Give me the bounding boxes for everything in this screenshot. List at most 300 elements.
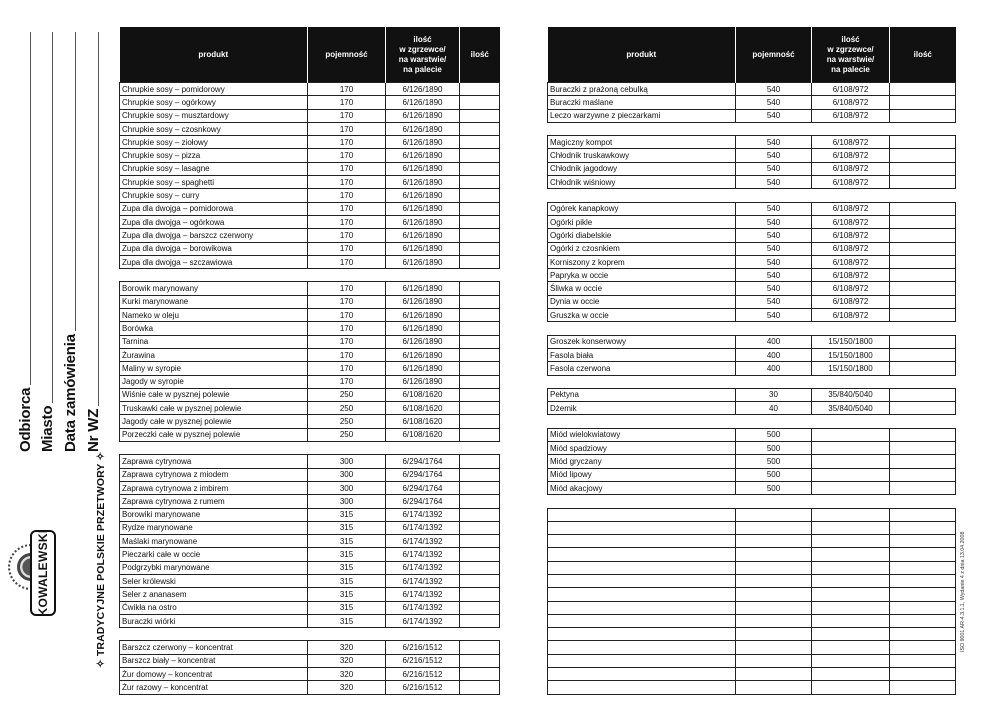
product-cell: Pektyna: [548, 388, 736, 401]
spacer-cell: [120, 442, 308, 455]
quantity-input-cell[interactable]: [460, 455, 500, 468]
quantity-input-cell[interactable]: [460, 295, 500, 308]
quantity-input-cell[interactable]: [460, 309, 500, 322]
product-cell: [548, 628, 736, 641]
table-row: [120, 189, 500, 202]
product-cell: Fasola biała: [548, 348, 736, 361]
capacity-cell: 540: [736, 309, 812, 322]
product-cell: Ogórki z czosnkiem: [548, 242, 736, 255]
table-row: [120, 83, 500, 96]
quantity-input-cell[interactable]: [890, 309, 956, 322]
quantity-input-cell[interactable]: [460, 481, 500, 494]
data-field[interactable]: [63, 32, 78, 452]
capacity-cell: 170: [308, 335, 386, 348]
capacity-cell: 400: [736, 335, 812, 348]
packing-cell: 6/108/972: [812, 136, 890, 149]
capacity-cell: [736, 641, 812, 654]
quantity-input-cell[interactable]: [460, 508, 500, 521]
capacity-cell: 170: [308, 309, 386, 322]
quantity-input-cell[interactable]: [890, 255, 956, 268]
packing-cell: [812, 548, 890, 561]
packing-cell: 35/840/5040: [812, 388, 890, 401]
product-cell: Dynia w occie: [548, 295, 736, 308]
quantity-input-cell[interactable]: [460, 242, 500, 255]
capacity-cell: 315: [308, 521, 386, 534]
table-row: [120, 601, 500, 614]
iso-note: ISO 9001 AR-4.3.1.1, Wydanie 4 z dnia 13.04.2008: [960, 531, 966, 652]
spacer-cell: [460, 269, 500, 282]
product-cell: [548, 521, 736, 534]
product-cell: Chrupkie sosy – musztardowy: [120, 109, 308, 122]
packing-cell: 6/108/972: [812, 309, 890, 322]
quantity-input-cell[interactable]: [890, 402, 956, 415]
product-cell: Zaprawa cytrynowa: [120, 455, 308, 468]
product-cell: Wiśnie całe w pysznej polewie: [120, 388, 308, 401]
capacity-cell: 400: [736, 348, 812, 361]
product-cell: [548, 601, 736, 614]
quantity-input-cell[interactable]: [460, 162, 500, 175]
table-row: [120, 481, 500, 494]
quantity-input-cell[interactable]: [890, 242, 956, 255]
product-cell: [548, 614, 736, 627]
product-cell: Chrupkie sosy – pomidorowy: [120, 83, 308, 96]
packing-cell: 6/108/1620: [386, 428, 460, 441]
quantity-input-cell[interactable]: [890, 162, 956, 175]
miasto-line[interactable]: [51, 32, 53, 403]
quantity-input-cell[interactable]: [890, 508, 956, 521]
table-row: [120, 362, 500, 375]
product-cell: Buraczki wiórki: [120, 614, 308, 627]
table-row: [548, 309, 956, 322]
packing-cell: 6/174/1392: [386, 508, 460, 521]
packing-cell: [812, 561, 890, 574]
spacer-row: [548, 322, 956, 335]
capacity-cell: 315: [308, 614, 386, 627]
quantity-input-cell[interactable]: [890, 335, 956, 348]
table-row: [548, 428, 956, 441]
spacer-cell: [736, 189, 812, 202]
table-row: [120, 495, 500, 508]
product-cell: Zupa dla dwojga – ogórkowa: [120, 215, 308, 228]
packing-cell: 6/108/972: [812, 255, 890, 268]
quantity-input-cell[interactable]: [890, 442, 956, 455]
table-row: [120, 202, 500, 215]
quantity-input-cell[interactable]: [460, 189, 500, 202]
table-row: [120, 229, 500, 242]
products-table-right: [547, 27, 956, 695]
product-cell: [548, 561, 736, 574]
table-row: [548, 242, 956, 255]
capacity-cell: 170: [308, 202, 386, 215]
quantity-input-cell[interactable]: [890, 96, 956, 109]
capacity-cell: [736, 668, 812, 681]
capacity-cell: 540: [736, 149, 812, 162]
table-row: [120, 136, 500, 149]
miasto-label: Miasto: [39, 405, 56, 452]
product-cell: Jagody w syropie: [120, 375, 308, 388]
packing-cell: 6/108/972: [812, 162, 890, 175]
packing-cell: 6/126/1890: [386, 255, 460, 268]
quantity-input-cell[interactable]: [460, 681, 500, 694]
packing-cell: 6/126/1890: [386, 122, 460, 135]
capacity-cell: [736, 561, 812, 574]
packing-cell: 6/126/1890: [386, 348, 460, 361]
product-cell: Dżemik: [548, 402, 736, 415]
packing-cell: [812, 681, 890, 694]
product-cell: Borówka: [120, 322, 308, 335]
table-row: [120, 668, 500, 681]
table-row: [120, 282, 500, 295]
spacer-cell: [548, 375, 736, 388]
quantity-input-cell[interactable]: [460, 574, 500, 587]
product-cell: Seler królewski: [120, 574, 308, 587]
quantity-input-cell[interactable]: [890, 215, 956, 228]
spacer-cell: [890, 189, 956, 202]
capacity-cell: [736, 601, 812, 614]
packing-cell: [812, 455, 890, 468]
capacity-cell: [736, 654, 812, 667]
quantity-input-cell[interactable]: [460, 641, 500, 654]
table-row: [548, 402, 956, 415]
product-cell: Miód lipowy: [548, 468, 736, 481]
quantity-input-cell[interactable]: [890, 601, 956, 614]
nrwz-line[interactable]: [97, 32, 99, 406]
table-row: [120, 588, 500, 601]
product-cell: [548, 574, 736, 587]
spacer-row: [548, 415, 956, 428]
product-cell: [548, 654, 736, 667]
odbiorca-line[interactable]: [29, 32, 31, 385]
product-cell: Zupa dla dwojga – pomidorowa: [120, 202, 308, 215]
product-cell: Borowik marynowany: [120, 282, 308, 295]
quantity-input-cell[interactable]: [460, 588, 500, 601]
product-cell: Gruszka w occie: [548, 309, 736, 322]
capacity-cell: 315: [308, 508, 386, 521]
quantity-input-cell[interactable]: [460, 109, 500, 122]
quantity-input-cell[interactable]: [890, 348, 956, 361]
spacer-cell: [890, 495, 956, 508]
capacity-cell: [736, 681, 812, 694]
quantity-input-cell[interactable]: [460, 322, 500, 335]
product-cell: Chrupkie sosy – ogórkowy: [120, 96, 308, 109]
data-line[interactable]: [74, 32, 76, 331]
quantity-input-cell[interactable]: [460, 561, 500, 574]
capacity-cell: 250: [308, 402, 386, 415]
quantity-input-cell[interactable]: [460, 402, 500, 415]
table-row: [120, 428, 500, 441]
capacity-cell: [736, 535, 812, 548]
capacity-cell: 500: [736, 481, 812, 494]
product-cell: Chłodnik jagodowy: [548, 162, 736, 175]
quantity-input-cell[interactable]: [890, 681, 956, 694]
product-cell: Maliny w syropie: [120, 362, 308, 375]
spacer-row: [120, 269, 500, 282]
product-cell: Chrupkie sosy – czosnkowy: [120, 122, 308, 135]
table-row: [548, 215, 956, 228]
nrwz-field[interactable]: [86, 32, 101, 452]
capacity-cell: 170: [308, 136, 386, 149]
packing-cell: 6/126/1890: [386, 83, 460, 96]
table-row: [120, 162, 500, 175]
capacity-cell: 540: [736, 83, 812, 96]
table-row: [548, 176, 956, 189]
quantity-input-cell[interactable]: [890, 588, 956, 601]
quantity-input-cell[interactable]: [890, 548, 956, 561]
quantity-input-cell[interactable]: [890, 628, 956, 641]
capacity-cell: [736, 521, 812, 534]
table-row: [548, 335, 956, 348]
packing-cell: 6/174/1392: [386, 614, 460, 627]
quantity-input-cell[interactable]: [460, 255, 500, 268]
capacity-cell: 300: [308, 455, 386, 468]
spacer-cell: [460, 442, 500, 455]
packing-cell: 6/126/1890: [386, 176, 460, 189]
packing-cell: 6/126/1890: [386, 362, 460, 375]
quantity-input-cell[interactable]: [460, 601, 500, 614]
capacity-cell: 40: [736, 402, 812, 415]
quantity-input-cell[interactable]: [890, 654, 956, 667]
capacity-cell: 315: [308, 601, 386, 614]
capacity-cell: 400: [736, 362, 812, 375]
table-row: [548, 348, 956, 361]
quantity-input-cell[interactable]: [890, 83, 956, 96]
quantity-input-cell[interactable]: [460, 654, 500, 667]
product-cell: Buraczki maślane: [548, 96, 736, 109]
table-row: [548, 548, 956, 561]
spacer-cell: [736, 322, 812, 335]
product-cell: Maślaki marynowane: [120, 535, 308, 548]
quantity-input-cell[interactable]: [890, 468, 956, 481]
table-row: [120, 96, 500, 109]
capacity-cell: 300: [308, 495, 386, 508]
col-zgrzewka: ilość w zgrzewce/ na warstwie/ na palecie: [812, 27, 890, 83]
quantity-input-cell[interactable]: [460, 122, 500, 135]
capacity-cell: 540: [736, 242, 812, 255]
quantity-input-cell[interactable]: [460, 348, 500, 361]
quantity-input-cell[interactable]: [890, 428, 956, 441]
quantity-input-cell[interactable]: [460, 96, 500, 109]
packing-cell: 6/108/1620: [386, 402, 460, 415]
packing-cell: [812, 428, 890, 441]
packing-cell: 6/126/1890: [386, 109, 460, 122]
quantity-input-cell[interactable]: [890, 668, 956, 681]
packing-cell: [812, 574, 890, 587]
product-cell: Zupa dla dwojga – szczawiowa: [120, 255, 308, 268]
col-produkt: produkt: [548, 27, 736, 83]
quantity-input-cell[interactable]: [460, 83, 500, 96]
quantity-input-cell[interactable]: [460, 614, 500, 627]
packing-cell: [812, 601, 890, 614]
capacity-cell: 170: [308, 322, 386, 335]
quantity-input-cell[interactable]: [890, 521, 956, 534]
quantity-input-cell[interactable]: [890, 455, 956, 468]
packing-cell: 6/174/1392: [386, 561, 460, 574]
table-row: [548, 96, 956, 109]
product-cell: Chrupkie sosy – pizza: [120, 149, 308, 162]
spacer-cell: [736, 495, 812, 508]
quantity-input-cell[interactable]: [460, 415, 500, 428]
packing-cell: 6/174/1392: [386, 521, 460, 534]
table-row: [120, 109, 500, 122]
table-row: [548, 388, 956, 401]
packing-cell: 6/108/972: [812, 202, 890, 215]
product-cell: Magiczny kompot: [548, 136, 736, 149]
quantity-input-cell[interactable]: [460, 202, 500, 215]
quantity-input-cell[interactable]: [460, 375, 500, 388]
quantity-input-cell[interactable]: [890, 388, 956, 401]
spacer-row: [548, 189, 956, 202]
table-row: [120, 508, 500, 521]
quantity-input-cell[interactable]: [890, 202, 956, 215]
quantity-input-cell[interactable]: [460, 668, 500, 681]
table-row: [548, 574, 956, 587]
quantity-input-cell[interactable]: [460, 521, 500, 534]
packing-cell: 6/126/1890: [386, 309, 460, 322]
packing-cell: 6/108/972: [812, 215, 890, 228]
capacity-cell: 250: [308, 428, 386, 441]
table-row: [120, 561, 500, 574]
packing-cell: 6/126/1890: [386, 189, 460, 202]
capacity-cell: 540: [736, 96, 812, 109]
packing-cell: 6/294/1764: [386, 468, 460, 481]
capacity-cell: 170: [308, 375, 386, 388]
quantity-input-cell[interactable]: [460, 388, 500, 401]
product-cell: Buraczki z prażoną cebulką: [548, 83, 736, 96]
spacer-cell: [736, 415, 812, 428]
product-cell: Zupa dla dwojga – barszcz czerwony: [120, 229, 308, 242]
product-cell: Rydze marynowane: [120, 521, 308, 534]
capacity-cell: 315: [308, 574, 386, 587]
spacer-cell: [308, 442, 386, 455]
capacity-cell: 170: [308, 109, 386, 122]
capacity-cell: 315: [308, 548, 386, 561]
quantity-input-cell[interactable]: [460, 495, 500, 508]
col-ilosc: ilość: [890, 27, 956, 83]
quantity-input-cell[interactable]: [460, 468, 500, 481]
quantity-input-cell[interactable]: [890, 481, 956, 494]
quantity-input-cell[interactable]: [890, 149, 956, 162]
quantity-input-cell[interactable]: [460, 215, 500, 228]
quantity-input-cell[interactable]: [460, 535, 500, 548]
product-cell: Żur razowy – koncentrat: [120, 681, 308, 694]
table-row: [120, 402, 500, 415]
miasto-field[interactable]: [40, 32, 55, 452]
spacer-cell: [812, 189, 890, 202]
product-cell: Zaprawa cytrynowa z miodem: [120, 468, 308, 481]
quantity-input-cell[interactable]: [460, 282, 500, 295]
spacer-cell: [890, 122, 956, 135]
capacity-cell: 170: [308, 83, 386, 96]
capacity-cell: 320: [308, 654, 386, 667]
quantity-input-cell[interactable]: [890, 641, 956, 654]
product-cell: Chrupkie sosy – spaghetti: [120, 176, 308, 189]
spacer-cell: [386, 628, 460, 641]
packing-cell: 6/108/1620: [386, 388, 460, 401]
quantity-input-cell[interactable]: [460, 362, 500, 375]
spacer-cell: [548, 189, 736, 202]
capacity-cell: 500: [736, 468, 812, 481]
table-row: [548, 229, 956, 242]
quantity-input-cell[interactable]: [460, 176, 500, 189]
quantity-input-cell[interactable]: [890, 614, 956, 627]
spacer-cell: [548, 415, 736, 428]
packing-cell: 6/174/1392: [386, 535, 460, 548]
capacity-cell: 30: [736, 388, 812, 401]
packing-cell: 6/126/1890: [386, 335, 460, 348]
table-row: [120, 295, 500, 308]
packing-cell: 15/150/1800: [812, 335, 890, 348]
quantity-input-cell[interactable]: [460, 335, 500, 348]
quantity-input-cell[interactable]: [890, 136, 956, 149]
product-cell: Nameko w oleju: [120, 309, 308, 322]
capacity-cell: 540: [736, 162, 812, 175]
quantity-input-cell[interactable]: [460, 548, 500, 561]
quantity-input-cell[interactable]: [890, 176, 956, 189]
capacity-cell: 170: [308, 242, 386, 255]
spacer-cell: [548, 122, 736, 135]
capacity-cell: 170: [308, 149, 386, 162]
odbiorca-label: Odbiorca: [17, 387, 34, 452]
table-row: [120, 388, 500, 401]
packing-cell: 6/108/972: [812, 96, 890, 109]
capacity-cell: [736, 548, 812, 561]
slogan: ✧ TRADYCYJNE POLSKIE PRZETWORY ✧: [95, 451, 107, 668]
table-row: [120, 548, 500, 561]
spacer-cell: [812, 322, 890, 335]
quantity-input-cell[interactable]: [460, 428, 500, 441]
capacity-cell: [736, 628, 812, 641]
product-cell: Ogórek kanapkowy: [548, 202, 736, 215]
quantity-input-cell[interactable]: [890, 362, 956, 375]
product-cell: Zupa dla dwojga – borowikowa: [120, 242, 308, 255]
table-row: [548, 255, 956, 268]
quantity-input-cell[interactable]: [890, 229, 956, 242]
nrwz-label: Nr WZ: [85, 408, 102, 452]
quantity-input-cell[interactable]: [890, 109, 956, 122]
capacity-cell: 540: [736, 295, 812, 308]
quantity-input-cell[interactable]: [460, 229, 500, 242]
quantity-input-cell[interactable]: [460, 149, 500, 162]
table-row: [120, 455, 500, 468]
quantity-input-cell[interactable]: [460, 136, 500, 149]
capacity-cell: 300: [308, 468, 386, 481]
odbiorca-field[interactable]: [18, 32, 33, 452]
packing-cell: 6/108/972: [812, 242, 890, 255]
quantity-input-cell[interactable]: [890, 535, 956, 548]
spacer-row: [548, 495, 956, 508]
spacer-cell: [736, 122, 812, 135]
quantity-input-cell[interactable]: [890, 269, 956, 282]
table-row: [548, 481, 956, 494]
table-row: [548, 83, 956, 96]
capacity-cell: 315: [308, 561, 386, 574]
capacity-cell: 320: [308, 681, 386, 694]
table-row: [120, 309, 500, 322]
table-row: [120, 255, 500, 268]
capacity-cell: 170: [308, 282, 386, 295]
packing-cell: 6/126/1890: [386, 202, 460, 215]
product-cell: Papryka w occie: [548, 269, 736, 282]
quantity-input-cell[interactable]: [890, 561, 956, 574]
quantity-input-cell[interactable]: [890, 282, 956, 295]
product-cell: Żur domowy – koncentrat: [120, 668, 308, 681]
quantity-input-cell[interactable]: [890, 574, 956, 587]
product-cell: Chłodnik truskawkowy: [548, 149, 736, 162]
spacer-cell: [308, 269, 386, 282]
table-row: [120, 535, 500, 548]
packing-cell: [812, 442, 890, 455]
quantity-input-cell[interactable]: [890, 295, 956, 308]
